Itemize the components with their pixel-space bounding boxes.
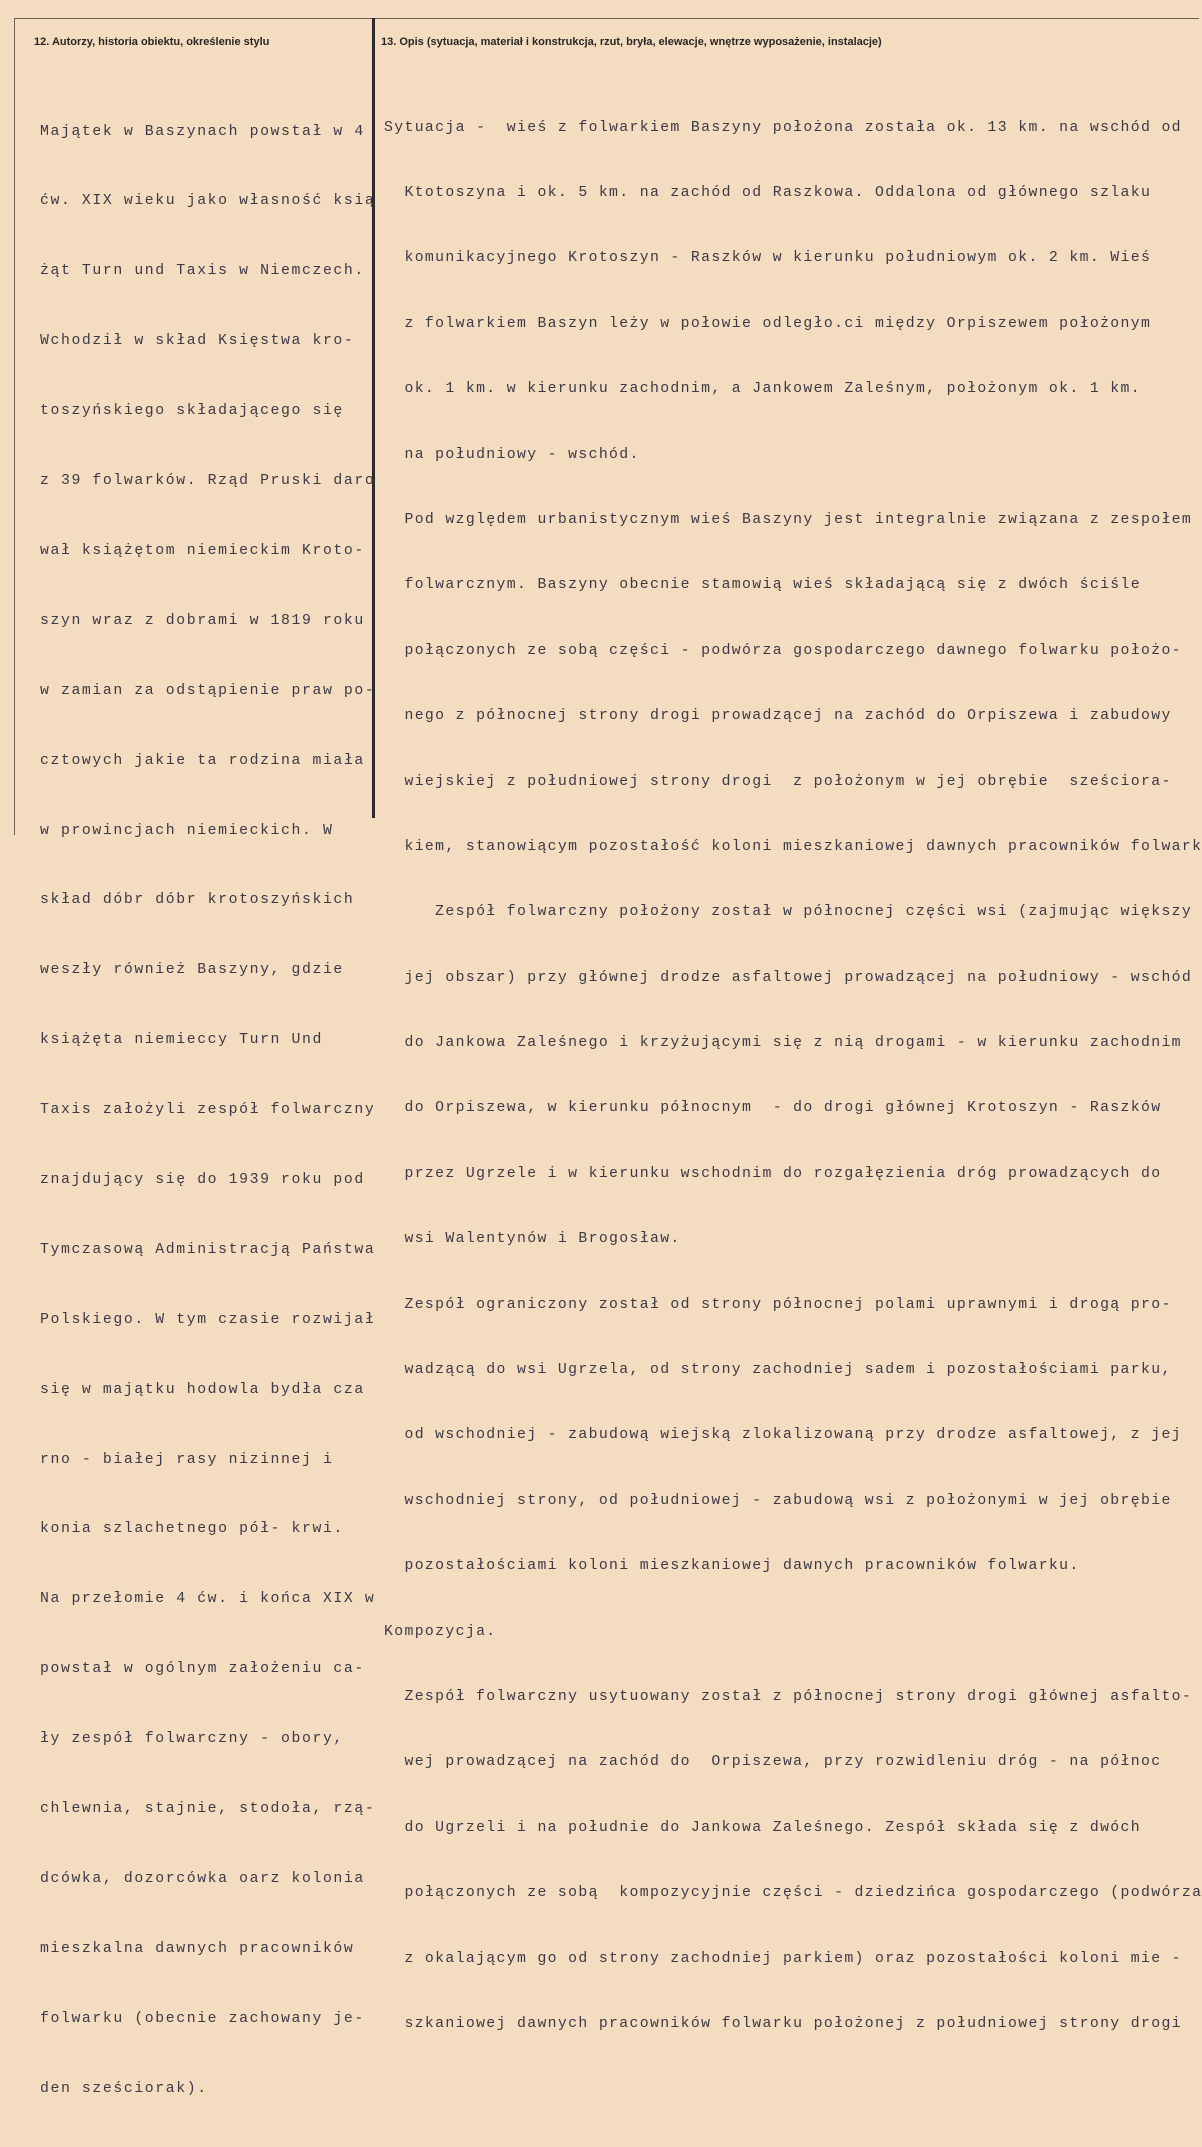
description-line: pozostałościami koloni mieszkaniowej dawnych pracowników folwarku.	[384, 1558, 1080, 1575]
description-line: połączonych ze sobą kompozycyjnie części - dziedzińca gospodarczego (podwórza	[384, 1885, 1202, 1902]
description-line: folwarcznym. Baszyny obecnie stamowią wieś składającą się z dwóch ściśle	[384, 577, 1141, 594]
history-line: powstał w ogólnym założeniu ca-	[40, 1661, 365, 1678]
description-line: wschodniej strony, od południowej - zabudową wsi z położonymi w jej obrębie	[384, 1492, 1172, 1509]
section-13-heading: 13. Opis (sytuacja, materiał i konstrukcja, rzut, bryła, elewacje, wnętrze wyposażenie, instalacje)	[381, 36, 882, 48]
history-line: ły zespół folwarczny - obory,	[40, 1731, 344, 1748]
description-line: kiem, stanowiącym pozostałość koloni mieszkaniowej dawnych pracowników folwark	[384, 838, 1202, 855]
history-line: ćw. XIX wieku jako własność ksią	[40, 193, 376, 210]
description-line: Zespół folwarczny usytuowany został z północnej strony drogi głównej asfalto-	[384, 1688, 1193, 1705]
description-line: nego z północnej strony drogi prowadzącej na zachód do Orpiszewa i zabudowy	[384, 708, 1172, 725]
history-line: skład dóbr dóbr krotoszyńskich	[40, 892, 355, 909]
history-line: Majątek w Baszynach powstał w 4	[40, 123, 365, 140]
frame-left-border	[14, 18, 15, 835]
history-line: Taxis założyli zespół folwarczny	[40, 1102, 376, 1119]
history-line: toszyńskiego składającego się	[40, 403, 344, 420]
description-line: przez Ugrzele i w kierunku wschodnim do rozgałęzienia dróg prowadzących do	[384, 1165, 1162, 1182]
description-line: ok. 1 km. w kierunku zachodnim, a Jankowem Zaleśnym, położonym ok. 1 km.	[384, 381, 1141, 398]
history-line: dcówka, dozorcówka oarz kolonia	[40, 1870, 365, 1887]
history-line: się w majątku hodowla bydła cza	[40, 1381, 365, 1398]
description-line: Sytuacja - wieś z folwarkiem Baszyny położona została ok. 13 km. na wschód od	[384, 119, 1182, 136]
history-text-column	[40, 74, 375, 2147]
history-line: Na przełomie 4 ćw. i końca XIX w	[40, 1591, 376, 1608]
description-text-column	[384, 74, 1202, 2079]
description-line: do Orpiszewa, w kierunku północnym - do drogi głównej Krotoszyn - Raszków	[384, 1100, 1162, 1117]
history-line: znajdujący się do 1939 roku pod	[40, 1171, 365, 1188]
description-line: wiejskiej z południowej strony drogi z położonym w jej obrębie sześciora-	[384, 773, 1172, 790]
frame-top-border	[14, 18, 1199, 19]
history-line: Tymczasową Administracją Państwa	[40, 1241, 376, 1258]
history-line: chlewnia, stajnie, stodoła, rzą-	[40, 1800, 376, 1817]
description-line: komunikacyjnego Krotoszyn - Raszków w kierunku południowym ok. 2 km. Wieś	[384, 250, 1152, 267]
description-line: z okalającym go od strony zachodniej parkiem) oraz pozostałości koloni mie -	[384, 1950, 1182, 1967]
description-line: szkaniowej dawnych pracowników folwarku położonej z południowej strony drogi	[384, 2015, 1182, 2032]
history-line: Polskiego. W tym czasie rozwijał	[40, 1311, 376, 1328]
history-line: weszły również Baszyny, gdzie	[40, 962, 344, 979]
description-line: jej obszar) przy głównej drodze asfaltowej prowadzącej na południowy - wschód	[384, 969, 1193, 986]
history-line: książęta niemieccy Turn Und	[40, 1032, 323, 1049]
history-line: Wchodził w skład Księstwa kro-	[40, 333, 355, 350]
description-line: do Jankowa Zaleśnego i krzyżującymi się z nią drogami - w kierunku zachodnim	[384, 1035, 1182, 1052]
history-line: wał książętom niemieckim Kroto-	[40, 542, 365, 559]
description-line: Pod względem urbanistycznym wieś Baszyny jest integralnie związana z zespołem	[384, 511, 1193, 528]
history-line: konia szlachetnego pół- krwi.	[40, 1521, 344, 1538]
description-line: Kompozycja.	[384, 1623, 497, 1640]
history-line: szyn wraz z dobrami w 1819 roku	[40, 612, 365, 629]
history-line: w prowincjach niemieckich. W	[40, 822, 334, 839]
history-line: w zamian za odstąpienie praw po-	[40, 682, 376, 699]
description-line: Zespół folwarczny położony został w północnej części wsi (zajmując większy	[384, 904, 1193, 921]
history-line: folwarku (obecnie zachowany je-	[40, 2010, 365, 2027]
description-line: wadzącą do wsi Ugrzela, od strony zachodniej sadem i pozostałościami parku,	[384, 1362, 1172, 1379]
section-12-heading: 12. Autorzy, historia obiektu, określenie stylu	[34, 36, 270, 48]
description-line: Zespół ograniczony został od strony północnej polami uprawnymi i drogą pro-	[384, 1296, 1172, 1313]
history-line: cztowych jakie ta rodzina miała	[40, 752, 365, 769]
history-line: rno - białej rasy nizinnej i	[40, 1451, 334, 1468]
history-line: mieszkalna dawnych pracowników	[40, 1940, 355, 1957]
history-line: den sześciorak).	[40, 2080, 208, 2097]
history-line: żąt Turn und Taxis w Niemczech.	[40, 263, 365, 280]
description-line: od wschodniej - zabudową wiejską zlokalizowaną przy drodze asfaltowej, z jej	[384, 1427, 1182, 1444]
description-line: wej prowadzącej na zachód do Orpiszewa, przy rozwidleniu dróg - na północ	[384, 1754, 1162, 1771]
description-line: połączonych ze sobą części - podwórza gospodarczego dawnego folwarku położo-	[384, 642, 1182, 659]
description-line: Ktotoszyna i ok. 5 km. na zachód od Raszkowa. Oddalona od głównego szlaku	[384, 184, 1152, 201]
description-line: do Ugrzeli i na południe do Jankowa Zaleśnego. Zespół składa się z dwóch	[384, 1819, 1141, 1836]
history-line: z 39 folwarków. Rząd Pruski daro	[40, 473, 376, 490]
description-line: wsi Walentynów i Brogosław.	[384, 1231, 681, 1248]
description-line: z folwarkiem Baszyn leży w połowie odległo.ci między Orpiszewem położonym	[384, 315, 1152, 332]
description-line: na południowy - wschód.	[384, 446, 640, 463]
